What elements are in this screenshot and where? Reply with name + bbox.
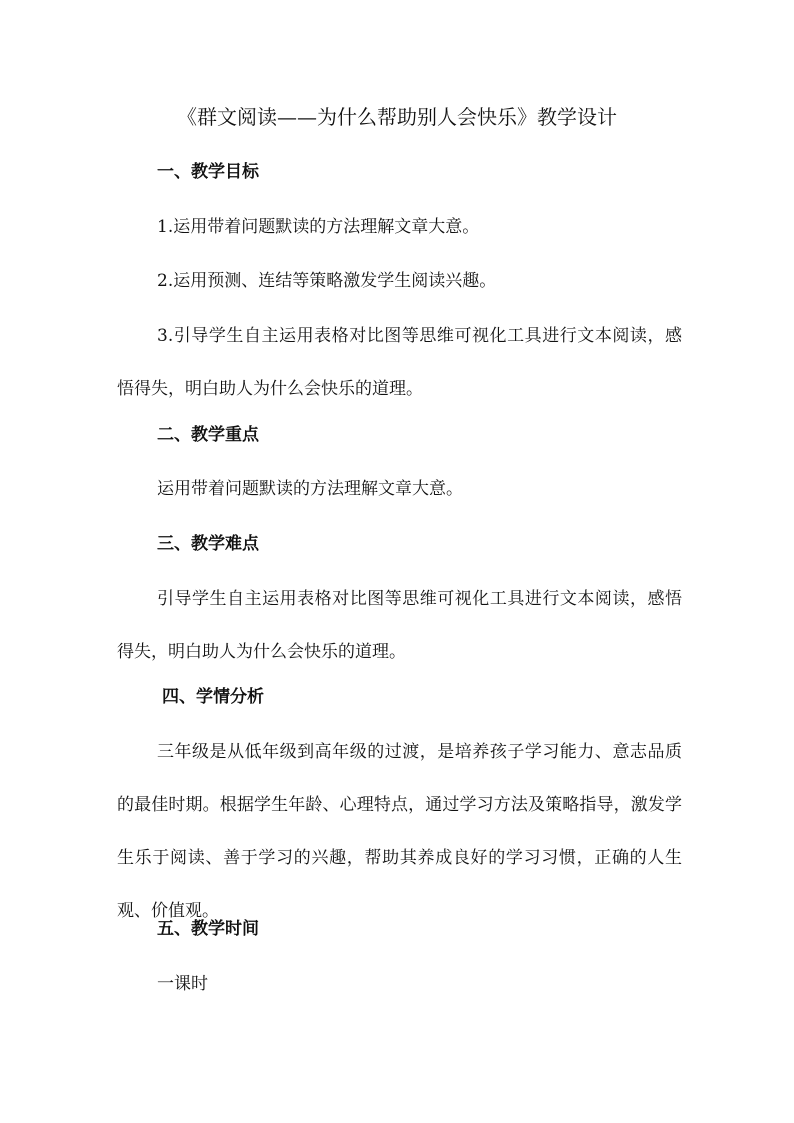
heading-key-points: 二、教学重点 [157,425,259,445]
goal-item-1: 1.运用带着问题默读的方法理解文章大意。 [157,217,480,237]
heading-student-analysis: 四、学情分析 [162,687,264,707]
key-points-text: 运用带着问题默读的方法理解文章大意。 [157,479,463,499]
difficulties-text: 引导学生自主运用表格对比图等思维可视化工具进行文本阅读，感悟得失，明白助人为什么会快乐的道理。 [117,589,682,662]
document-title: 《群文阅读——为什么帮助别人会快乐》教学设计 [177,105,617,129]
heading-difficulties: 三、教学难点 [157,534,259,554]
teaching-time-text: 一课时 [157,974,208,994]
heading-teaching-time: 五、教学时间 [157,919,259,939]
goal-item-2: 2.运用预测、连结等策略激发学生阅读兴趣。 [157,271,497,291]
student-analysis-text: 三年级是从低年级到高年级的过渡，是培养孩子学习能力、意志品质的最佳时期。根据学生年龄、心理特点，通过学习方法及策略指导，激发学生乐于阅读、善于学习的兴趣，帮助其养成良好的学习习惯，正确的人生观、价值观。 [117,742,682,921]
heading-teaching-goals: 一、教学目标 [157,162,259,182]
goal-item-3: 3.引导学生自主运用表格对比图等思维可视化工具进行文本阅读，感悟得失，明白助人为什么会快乐的道理。 [117,326,682,399]
